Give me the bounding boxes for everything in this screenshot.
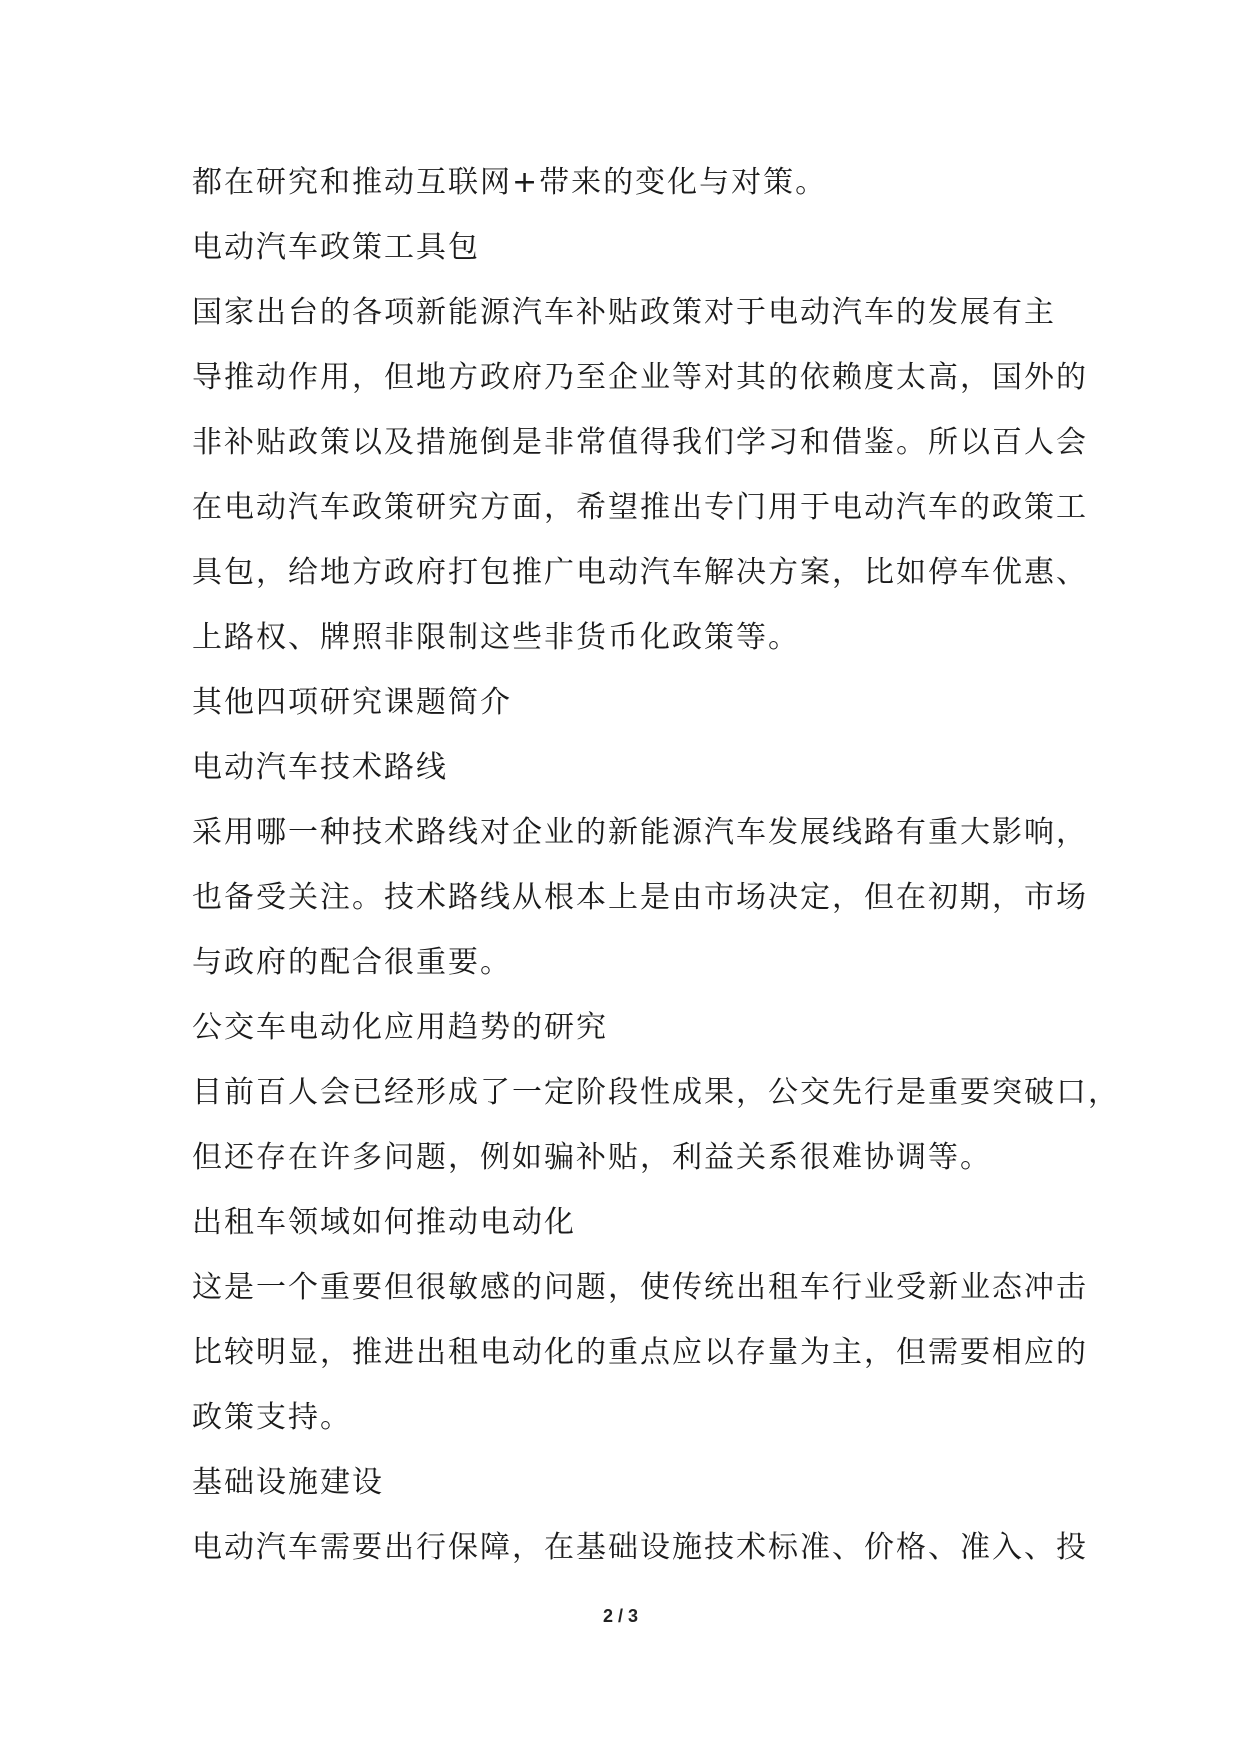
text-line: 采用哪一种技术路线对企业的新能源汽车发展线路有重大影响，: [192, 815, 1088, 850]
section-heading: 公交车电动化应用趋势的研究: [192, 1010, 608, 1045]
text-line: 电动汽车需要出行保障，在基础设施技术标准、价格、准入、投: [192, 1530, 1088, 1565]
text-line: 导推动作用，但地方政府乃至企业等对其的依赖度太高，国外的: [192, 360, 1088, 395]
text-line: 政策支持。: [192, 1400, 352, 1435]
section-heading: 基础设施建设: [192, 1465, 384, 1500]
text-line: 在电动汽车政策研究方面，希望推出专门用于电动汽车的政策工: [192, 490, 1088, 525]
section-heading: 出租车领域如何推动电动化: [192, 1205, 576, 1240]
text-line: 与政府的配合很重要。: [192, 945, 512, 980]
section-heading: 电动汽车政策工具包: [192, 230, 480, 265]
text-line: 但还存在许多问题，例如骗补贴，利益关系很难协调等。: [192, 1140, 992, 1175]
text-line: 比较明显，推进出租电动化的重点应以存量为主，但需要相应的: [192, 1335, 1088, 1370]
text-line: 目前百人会已经形成了一定阶段性成果，公交先行是重要突破口，: [192, 1075, 1120, 1110]
text-line: 都在研究和推动互联网+带来的变化与对策。: [192, 165, 828, 200]
section-heading: 其他四项研究课题简介: [192, 685, 512, 720]
document-body: [192, 150, 1120, 1580]
text-line: 上路权、牌照非限制这些非货币化政策等。: [192, 620, 800, 655]
text-line: 具包，给地方政府打包推广电动汽车解决方案，比如停车优惠、: [192, 555, 1088, 590]
section-heading: 电动汽车技术路线: [192, 750, 448, 785]
page-number: 2 / 3: [602, 1606, 639, 1626]
text-line: 也备受关注。技术路线从根本上是由市场决定，但在初期，市场: [192, 880, 1088, 915]
text-line: 这是一个重要但很敏感的问题，使传统出租车行业受新业态冲击: [192, 1270, 1088, 1305]
text-line: 国家出台的各项新能源汽车补贴政策对于电动汽车的发展有主: [192, 295, 1056, 330]
text-line: 非补贴政策以及措施倒是非常值得我们学习和借鉴。所以百人会: [192, 425, 1088, 460]
